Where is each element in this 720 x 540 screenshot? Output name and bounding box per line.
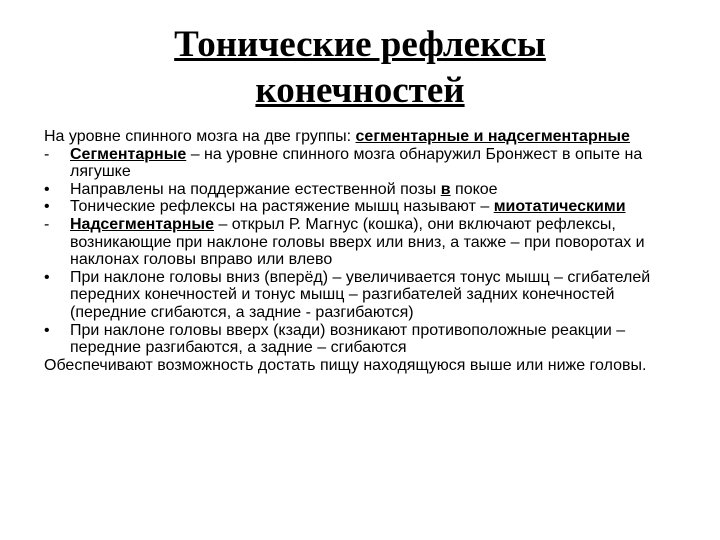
segmental-emph: Сегментарные bbox=[70, 145, 187, 163]
bullet-marker: • bbox=[44, 321, 50, 339]
natural-pose-emph: в bbox=[440, 180, 451, 198]
head-down-text: При наклоне головы вниз (вперёд) – увеличивается тонус мышц – сгибателей передних конечностей и тонус мышц – разгибателей задних конечностей (передние сгибаются, а задние - разгибаются) bbox=[70, 268, 651, 321]
paragraph-intro bbox=[44, 128, 684, 146]
paragraph-conclusion bbox=[44, 357, 684, 375]
intro-groups-emph: сегментарные и надсегментарные bbox=[355, 128, 630, 145]
bullet-marker: • bbox=[44, 180, 50, 198]
dash-marker: - bbox=[44, 215, 50, 233]
myotatic-emph: миотатическими bbox=[493, 198, 626, 216]
slide-body bbox=[44, 128, 684, 374]
bullet-head-down bbox=[44, 269, 684, 322]
segmental-text: – на уровне спинного мозга обнаружил Бронжест в опыте на лягушке bbox=[70, 145, 643, 181]
bullet-marker: • bbox=[44, 198, 50, 216]
intro-text: На уровне спинного мозга на две группы: bbox=[44, 128, 356, 145]
paragraph-suprasegmental bbox=[44, 216, 684, 269]
myotatic-text: Тонические рефлексы на растяжение мышц называют – bbox=[70, 198, 494, 216]
bullet-head-up bbox=[44, 322, 684, 357]
natural-pose-text-a: Направлены на поддержание естественной позы bbox=[70, 180, 441, 198]
dash-marker: - bbox=[44, 145, 50, 163]
suprasegmental-text: – открыл Р. Магнус (кошка), они включают рефлексы, возникающие при наклоне головы вверх или вниз, а также – при поворотах и наклонах головы вправо или влево bbox=[70, 215, 645, 269]
suprasegmental-emph: Надсегментарные bbox=[70, 215, 214, 233]
natural-pose-text-b: покое bbox=[450, 180, 498, 198]
title-line-2: конечностей bbox=[255, 70, 465, 111]
bullet-natural-pose bbox=[44, 181, 684, 199]
slide-title bbox=[60, 22, 660, 114]
bullet-marker: • bbox=[44, 268, 50, 286]
head-up-text: При наклоне головы вверх (кзади) возникают противоположные реакции – передние разгибаются, а задние – сгибаются bbox=[70, 321, 626, 357]
conclusion-text: Обеспечивают возможность достать пищу находящуюся выше или ниже головы. bbox=[44, 356, 647, 374]
paragraph-segmental bbox=[44, 146, 684, 181]
title-line-1: Тонические рефлексы bbox=[174, 24, 546, 65]
bullet-myotatic bbox=[44, 198, 684, 216]
